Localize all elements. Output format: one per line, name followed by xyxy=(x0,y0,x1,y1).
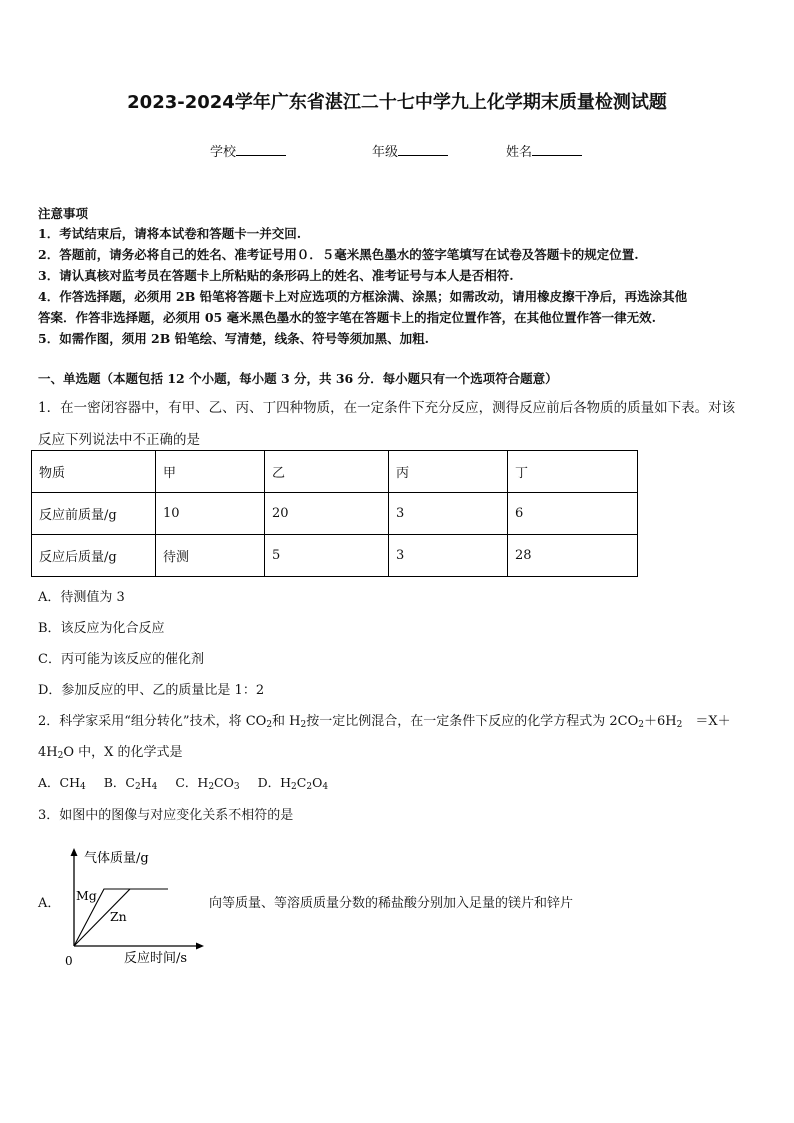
option-subscript: 2 xyxy=(134,782,141,792)
q2-option-d[interactable] xyxy=(258,773,328,792)
option-text: C xyxy=(296,775,307,790)
q2-option-b[interactable] xyxy=(104,773,158,792)
q1-mass-table xyxy=(31,450,638,577)
mg-line-label: Mg xyxy=(76,888,97,903)
table-cell: 20 xyxy=(265,493,389,535)
q2-subscript: 2 xyxy=(638,720,645,730)
notice-item: 1．考试结束后，请将本试卷和答题卡一并交回. xyxy=(38,226,302,241)
table-header-cell: 甲 xyxy=(156,451,265,493)
option-text: C．H xyxy=(175,775,209,790)
school-blank[interactable] xyxy=(236,143,286,156)
table-row xyxy=(32,535,638,577)
name-blank[interactable] xyxy=(532,143,582,156)
q2-stem-line1 xyxy=(38,710,731,730)
q2-subscript: 2 xyxy=(57,751,64,761)
q2-text: 2．科学家采用“组分转化”技术，将 CO xyxy=(38,714,267,729)
table-header-row xyxy=(32,451,638,493)
table-row xyxy=(32,493,638,535)
origin-label: 0 xyxy=(65,954,73,968)
section-heading: 一、单选题（本题包括 12 个小题，每小题 3 分，共 36 分．每小题只有一个选项符合题意） xyxy=(38,371,558,386)
q1-stem-line1: 1．在一密闭容器中，有甲、乙、丙、丁四种物质，在一定条件下充分反应，测得反应前后各物质的质量如下表。对该 xyxy=(38,400,736,416)
notice-item: 4．作答选择题，必须用 2B 铅笔将答题卡上对应选项的方框涂满、涂黑；如需改动，请用橡皮擦干净后，再选涂其他 xyxy=(38,289,688,304)
option-subscript: 2 xyxy=(208,782,215,792)
q2-text: 按一定比例混合，在一定条件下反应的化学方程式为 2CO xyxy=(306,714,639,729)
table-cell: 6 xyxy=(508,493,638,535)
q1-option-b[interactable]: B．该反应为化合反应 xyxy=(38,621,165,636)
table-cell: 3 xyxy=(389,493,508,535)
q1-stem-line2: 反应下列说法中不正确的是 xyxy=(38,432,200,448)
q2-options xyxy=(38,773,342,792)
name-label: 姓名 xyxy=(506,145,533,160)
name-field xyxy=(506,141,582,160)
notice-item: 3．请认真核对监考员在答题卡上所粘贴的条形码上的姓名、准考证号与本人是否相符. xyxy=(38,268,514,283)
table-cell: 反应后质量/g xyxy=(32,535,156,577)
option-text: CO xyxy=(214,775,234,790)
q2-subscript: 2 xyxy=(300,720,307,730)
school-field xyxy=(210,141,286,160)
option-subscript: 4 xyxy=(322,782,329,792)
q2-text: 和 H xyxy=(272,714,301,729)
q2-stem-line2 xyxy=(38,741,183,761)
grade-field xyxy=(372,141,448,160)
q3-option-a-graph xyxy=(60,842,210,970)
table-cell: 反应前质量/g xyxy=(32,493,156,535)
option-text: D．H xyxy=(257,775,292,790)
grade-blank[interactable] xyxy=(398,143,448,156)
option-subscript: 4 xyxy=(151,782,158,792)
option-subscript: 2 xyxy=(291,782,297,792)
option-text: H xyxy=(140,775,152,790)
table-cell: 待测 xyxy=(156,535,265,577)
option-text: A．CH xyxy=(38,775,80,790)
school-label: 学校 xyxy=(210,145,237,160)
notice-heading: 注意事项 xyxy=(38,206,89,221)
q3-option-a-letter[interactable]: A． xyxy=(38,896,61,911)
x-axis-arrow-icon xyxy=(196,943,204,950)
q1-option-d[interactable]: D．参加反应的甲、乙的质量比是 1：2 xyxy=(38,683,265,698)
table-header-cell: 丁 xyxy=(508,451,638,493)
notice-item: 2．答题前，请务必将自己的姓名、准考证号用０．５毫米黑色墨水的签字笔填写在试卷及答题卡的规定位置. xyxy=(38,247,639,262)
q2-text: ＝X＋ xyxy=(682,714,731,729)
y-axis-arrow-icon xyxy=(71,848,78,856)
option-subscript: 2 xyxy=(306,782,313,792)
grade-label: 年级 xyxy=(372,145,399,160)
q2-text: O 中，X 的化学式是 xyxy=(63,745,183,760)
option-text: B．C xyxy=(103,775,135,790)
exam-title: 2023-2024学年广东省湛江二十七中学九上化学期末质量检测试题 xyxy=(127,92,667,113)
q2-text: 4H xyxy=(38,745,58,760)
option-subscript: 3 xyxy=(233,782,240,792)
q2-subscript: 2 xyxy=(266,720,273,730)
q2-option-c[interactable] xyxy=(175,773,239,792)
q2-option-a[interactable] xyxy=(38,773,86,792)
table-cell: 3 xyxy=(389,535,508,577)
y-axis-label: 气体质量/g xyxy=(84,851,149,866)
table-cell: 28 xyxy=(508,535,638,577)
table-header-cell: 乙 xyxy=(265,451,389,493)
q2-subscript: 2 xyxy=(676,720,683,730)
x-axis-label: 反应时间/s xyxy=(124,951,188,966)
option-subscript: 4 xyxy=(80,782,86,792)
table-header-cell: 丙 xyxy=(389,451,508,493)
table-header-cell: 物质 xyxy=(32,451,156,493)
table-cell: 5 xyxy=(265,535,389,577)
q2-text: ＋6H xyxy=(644,714,677,729)
notice-item: 5．如需作图，须用 2B 铅笔绘、写清楚，线条、符号等须加黑、加粗. xyxy=(38,331,430,346)
q3-stem: 3．如图中的图像与对应变化关系不相符的是 xyxy=(38,808,294,823)
zn-line-label: Zn xyxy=(110,909,127,924)
q3-option-a-description: 向等质量、等溶质质量分数的稀盐酸分别加入足量的镁片和锌片 xyxy=(209,896,574,911)
table-cell: 10 xyxy=(156,493,265,535)
q1-option-c[interactable]: C．丙可能为该反应的催化剂 xyxy=(38,652,204,667)
option-text: O xyxy=(312,775,323,790)
notice-item: 答案．作答非选择题，必须用 05 毫米黑色墨水的签字笔在答题卡上的指定位置作答，在其他位置作答一律无效. xyxy=(38,310,656,325)
q1-option-a[interactable]: A．待测值为 3 xyxy=(38,590,125,605)
